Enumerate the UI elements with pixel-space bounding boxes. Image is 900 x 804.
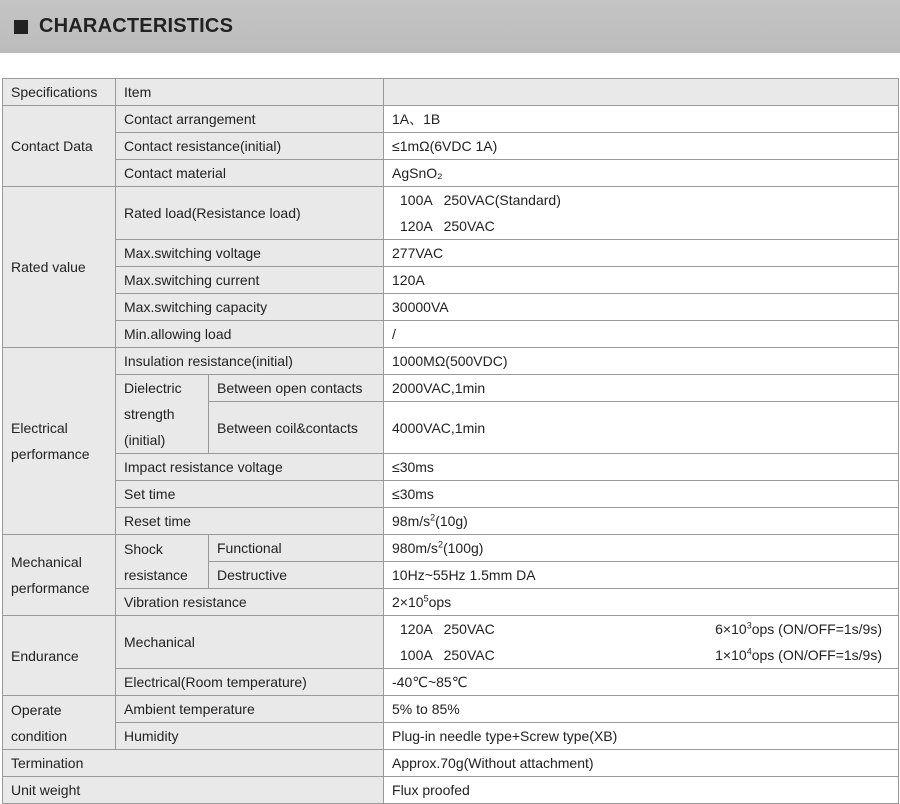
- value-text: 100A 250VAC: [400, 647, 495, 663]
- value-cell: Flux proofed: [384, 777, 899, 804]
- item-line: Shock: [124, 540, 163, 557]
- group-cell: Contact Data: [3, 106, 116, 187]
- value-line: [392, 616, 890, 642]
- table-row: [3, 375, 899, 402]
- value-cell: 10Hz~55Hz 1.5mm DA: [384, 562, 899, 589]
- item-cell: Unit weight: [3, 777, 384, 804]
- value-text: [715, 616, 882, 642]
- table-row: [3, 106, 899, 133]
- subitem-cell: Between coil&contacts: [209, 402, 384, 454]
- value-text: (100g): [442, 540, 484, 556]
- value-superscript: 5: [423, 593, 429, 604]
- table-row: [3, 294, 899, 321]
- group-cell: Rated value: [3, 187, 116, 348]
- table-row: [3, 777, 899, 804]
- table-row: [3, 535, 899, 562]
- value-cell: [384, 508, 899, 535]
- value-cell: /: [384, 321, 899, 348]
- value-text: 980m/s: [392, 540, 438, 556]
- value-cell: 277VAC: [384, 240, 899, 267]
- subitem-cell: Between open contacts: [209, 375, 384, 402]
- value-cell: 2000VAC,1min: [384, 375, 899, 402]
- item-cell: Insulation resistance(initial): [116, 348, 384, 375]
- value-cell: [384, 187, 899, 240]
- value-cell: [384, 589, 899, 616]
- item-cell: Impact resistance voltage: [116, 454, 384, 481]
- group-line: condition: [11, 727, 68, 744]
- value-superscript: 2: [430, 512, 436, 523]
- table-row: [3, 454, 899, 481]
- item-line: strength: [124, 406, 175, 422]
- header-square-icon: [14, 20, 28, 34]
- group-line: performance: [11, 580, 90, 596]
- item-line: resistance: [124, 566, 188, 583]
- group-cell: Endurance: [3, 616, 116, 696]
- value-superscript: 3: [746, 620, 752, 631]
- value-text: ops: [428, 594, 452, 610]
- subitem-cell: Destructive: [209, 562, 384, 589]
- table-row: [3, 240, 899, 267]
- table-row: [3, 508, 899, 535]
- header-cell: Item: [116, 79, 384, 106]
- table-row: [3, 589, 899, 616]
- group-line: performance: [11, 446, 90, 462]
- group-cell: [3, 348, 116, 535]
- group-line: Electrical: [11, 420, 68, 436]
- value-cell: ≤30ms: [384, 454, 899, 481]
- item-cell: [116, 375, 209, 454]
- table-row: [3, 160, 899, 187]
- value-superscript: 2: [437, 539, 443, 550]
- value-text: ops (ON/OFF=1s/9s): [751, 647, 883, 663]
- table-row: [3, 267, 899, 294]
- table-row: [3, 187, 899, 240]
- item-cell: Vibration resistance: [116, 589, 384, 616]
- value-text: 6×10: [715, 621, 747, 637]
- value-cell: 4000VAC,1min: [384, 402, 899, 454]
- value-cell: 1A、1B: [384, 106, 899, 133]
- value-text: [715, 642, 882, 668]
- value-line: [392, 213, 890, 239]
- table-row: [3, 321, 899, 348]
- group-line: Mechanical: [11, 554, 82, 570]
- item-line: (initial): [124, 432, 166, 448]
- item-cell: Electrical(Room temperature): [116, 669, 384, 696]
- value-text: (10g): [435, 513, 468, 529]
- table-row: [3, 348, 899, 375]
- value-text: 120A 250VAC: [400, 621, 495, 637]
- item-cell: [116, 535, 209, 589]
- value-cell: -40℃~85℃: [384, 669, 899, 696]
- table-row: [3, 133, 899, 160]
- item-line: Dielectric: [124, 380, 182, 396]
- group-cell: [3, 696, 116, 750]
- value-text: 120A 250VAC: [400, 218, 495, 234]
- value-cell: [384, 616, 899, 669]
- item-cell: Max.switching voltage: [116, 240, 384, 267]
- item-cell: Ambient temperature: [116, 696, 384, 723]
- table-row: [3, 79, 899, 106]
- value-cell: ≤1mΩ(6VDC 1A): [384, 133, 899, 160]
- item-cell: Contact resistance(initial): [116, 133, 384, 160]
- table-row: [3, 669, 899, 696]
- table-row: [3, 481, 899, 508]
- table-row: [3, 723, 899, 750]
- section-title: CHARACTERISTICS: [39, 15, 234, 37]
- value-line: [392, 187, 890, 213]
- item-cell: Reset time: [116, 508, 384, 535]
- item-cell: Max.switching current: [116, 267, 384, 294]
- item-cell: Contact arrangement: [116, 106, 384, 133]
- item-cell: Rated load(Resistance load): [116, 187, 384, 240]
- subitem-cell: Functional: [209, 535, 384, 562]
- value-line: [392, 642, 890, 668]
- value-cell: 120A: [384, 267, 899, 294]
- section-header: [0, 0, 900, 53]
- item-cell: Mechanical: [116, 616, 384, 669]
- group-cell: [3, 535, 116, 616]
- item-cell: Humidity: [116, 723, 384, 750]
- item-cell: Termination: [3, 750, 384, 777]
- value-cell: Approx.70g(Without attachment): [384, 750, 899, 777]
- value-text: 2×10: [392, 594, 424, 610]
- value-cell: 5% to 85%: [384, 696, 899, 723]
- value-cell: 1000MΩ(500VDC): [384, 348, 899, 375]
- value-cell: Plug-in needle type+Screw type(XB): [384, 723, 899, 750]
- group-line: Operate: [11, 701, 62, 718]
- table-row: [3, 696, 899, 723]
- header-cell: Specifications: [3, 79, 116, 106]
- table-row: [3, 750, 899, 777]
- value-superscript: 4: [746, 646, 752, 657]
- item-cell: Min.allowing load: [116, 321, 384, 348]
- item-cell: Set time: [116, 481, 384, 508]
- value-text: 1×10: [715, 647, 747, 663]
- value-cell: 30000VA: [384, 294, 899, 321]
- characteristics-table: [2, 78, 899, 804]
- value-cell: ≤30ms: [384, 481, 899, 508]
- table-row: [3, 616, 899, 669]
- item-cell: Contact material: [116, 160, 384, 187]
- value-text: 98m/s: [392, 513, 431, 529]
- header-cell: [384, 79, 899, 106]
- value-text: 100A 250VAC(Standard): [400, 192, 561, 208]
- value-text: ops (ON/OFF=1s/9s): [751, 621, 883, 637]
- item-cell: Max.switching capacity: [116, 294, 384, 321]
- value-cell: [384, 535, 899, 562]
- value-cell: AgSnO₂: [384, 160, 899, 187]
